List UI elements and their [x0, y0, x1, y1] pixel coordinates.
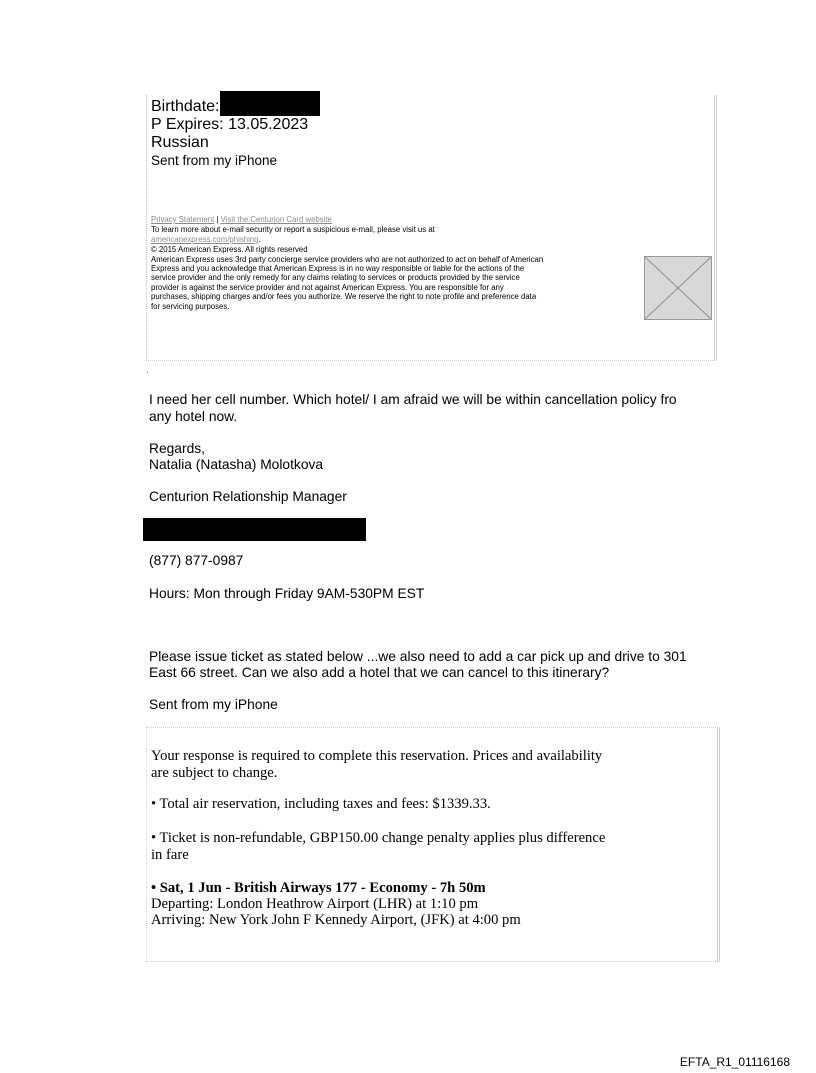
reservation-notice-1: Your response is required to complete this reservation. Prices and availability: [151, 748, 603, 764]
document-id: EFTA_R1_01116168: [679, 1055, 790, 1069]
privacy-statement-link[interactable]: Privacy Statement: [151, 215, 215, 224]
reply-line-2: any hotel now.: [149, 409, 238, 424]
sent-from-iphone-2: Sent from my iPhone: [149, 697, 278, 712]
regards: Regards,: [149, 441, 205, 456]
disclaimer-line: American Express uses 3rd party concierge service providers who are not authorized to act on behalf of American: [151, 254, 544, 264]
phishing-link[interactable]: americanexpress.com/phishing: [151, 235, 259, 244]
disclaimer: [151, 255, 543, 311]
reply-line-1: I need her cell number. Which hotel/ I am afraid we will be within cancellation policy fro: [149, 392, 677, 407]
birthdate-label: Birthdate:: [151, 98, 220, 115]
phishing-suffix: .: [258, 235, 261, 244]
phishing-line: [151, 235, 261, 244]
disclaimer-line: Express and you acknowledge that American Express is in no way responsible or liable for the actions of the: [151, 263, 525, 273]
separator-dot: .: [146, 364, 150, 376]
disclaimer-line: for servicing purposes.: [151, 301, 230, 311]
reservation-notice-2: are subject to change.: [151, 765, 278, 781]
redaction-birthdate: [220, 91, 320, 116]
broken-image-placeholder: [644, 256, 712, 320]
disclaimer-line: service provider and the only remedy for any claims relating to services or products provided by the service: [151, 273, 520, 283]
disclaimer-line: provider is against the service provider and not against American Express. You are responsible for any: [151, 282, 504, 292]
arriving-info: Arriving: New York John F Kennedy Airport, (JFK) at 4:00 pm: [151, 912, 521, 928]
signature-title: Centurion Relationship Manager: [149, 489, 347, 504]
phone-number: (877) 877-0987: [149, 553, 244, 568]
disclaimer-line: purchases, shipping charges and/or fees you authorize. We reserve the right to note profile and preference data: [151, 292, 537, 302]
request-line-2: East 66 street. Can we also add a hotel that we can cancel to this itinerary?: [149, 665, 610, 680]
copyright: © 2015 American Express. All rights reserved: [151, 245, 308, 254]
signature-name: Natalia (Natasha) Molotkova: [149, 457, 324, 472]
request-line-1: Please issue ticket as stated below ...we also need to add a car pick up and drive to 301: [149, 649, 687, 664]
office-hours: Hours: Mon through Friday 9AM-530PM EST: [149, 586, 425, 601]
ticket-terms-1: • Ticket is non-refundable, GBP150.00 change penalty applies plus difference: [151, 830, 606, 846]
redaction-contact: [143, 518, 366, 541]
total-fare: • Total air reservation, including taxes and fees: $1339.33.: [151, 796, 491, 812]
passport-expires: P Expires: 13.05.2023: [151, 116, 309, 133]
security-note: To learn more about e-mail security or report a suspicious e-mail, please visit us at: [151, 225, 435, 234]
nationality: Russian: [151, 134, 209, 151]
sent-from-iphone: Sent from my iPhone: [151, 153, 278, 168]
flight-summary: • Sat, 1 Jun - British Airways 177 - Economy - 7h 50m: [151, 880, 486, 896]
link-separator: |: [216, 215, 219, 224]
departing-info: Departing: London Heathrow Airport (LHR) at 1:10 pm: [151, 896, 479, 912]
ticket-terms-2: in fare: [151, 847, 189, 863]
amex-links-line: [151, 215, 332, 224]
image-placeholder-icon: [645, 257, 711, 319]
centurion-website-link[interactable]: Visit the Centurion Card website: [220, 215, 332, 224]
